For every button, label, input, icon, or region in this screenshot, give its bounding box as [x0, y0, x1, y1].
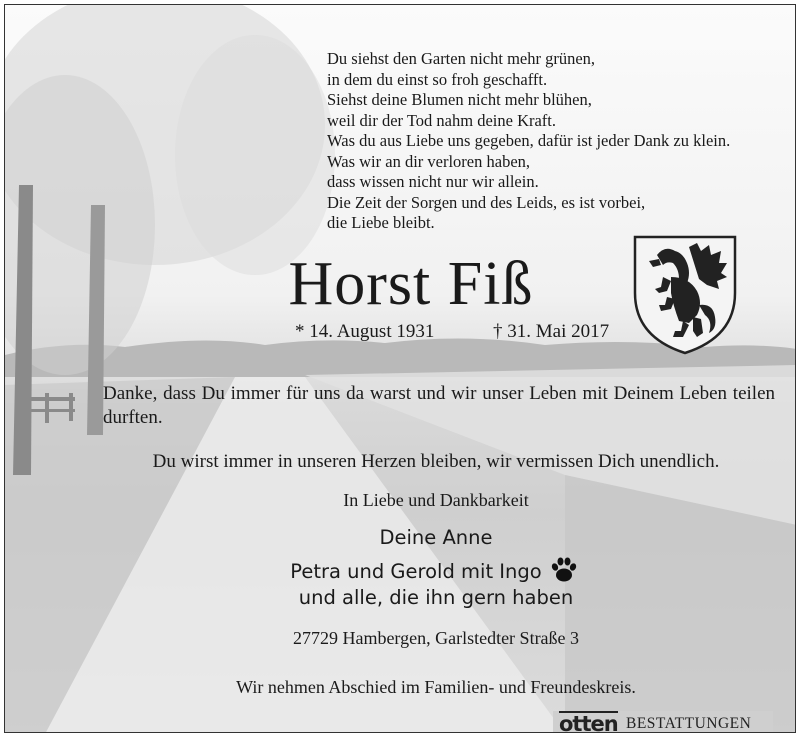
poem-line: Was wir an dir verloren haben, — [327, 151, 531, 171]
address: 27729 Hambergen, Garlstedter Straße 3 — [292, 628, 580, 648]
poem-line: weil dir der Tod nahm deine Kraft. — [327, 110, 557, 130]
griffin-crest-icon — [631, 233, 739, 357]
thanks-text: Danke, dass Du immer für uns da warst und wir unser Leben mit Deinem Leben teilen durften. — [103, 383, 775, 428]
signature-line: Deine Anne — [379, 526, 493, 549]
poem-line: dass wissen nicht nur wir allein. — [327, 172, 539, 191]
poem-line: in dem du einst so froh geschafft. — [327, 69, 548, 89]
funeral-home-brand — [553, 711, 773, 733]
closing-text: In Liebe und Dankbarkeit — [343, 490, 529, 510]
memory-text: Du wirst immer in unseren Herzen bleiben, wir vermissen Dich unendlich. — [152, 451, 720, 472]
obituary-card — [4, 4, 796, 733]
paw-icon — [550, 556, 578, 584]
poem-line: Siehst deine Blumen nicht mehr blühen, — [327, 90, 592, 109]
brand-logo: otten — [559, 712, 618, 733]
signature-text: Petra und Gerold mit Ingo — [290, 560, 542, 583]
farewell-note: Wir nehmen Abschied im Familien- und Freundeskreis. — [236, 677, 636, 697]
poem-line: die Liebe bleibt. — [327, 213, 435, 232]
poem-line: Was du aus Liebe uns gegeben, dafür ist jeder Dank zu klein. — [327, 131, 731, 150]
poem — [327, 49, 730, 234]
birth-date: * 14. August 1931 — [295, 321, 435, 342]
brand-text: BESTATTUNGEN — [626, 715, 752, 732]
signature-line: und alle, die ihn gern haben — [298, 586, 574, 609]
signature-line — [5, 556, 796, 584]
poem-line: Du siehst den Garten nicht mehr grünen, — [327, 49, 596, 68]
poem-line: Die Zeit der Sorgen und des Leids, es ist vorbei, — [327, 192, 646, 212]
death-date: † 31. Mai 2017 — [493, 321, 610, 342]
deceased-name: Horst Fiß — [288, 250, 534, 318]
